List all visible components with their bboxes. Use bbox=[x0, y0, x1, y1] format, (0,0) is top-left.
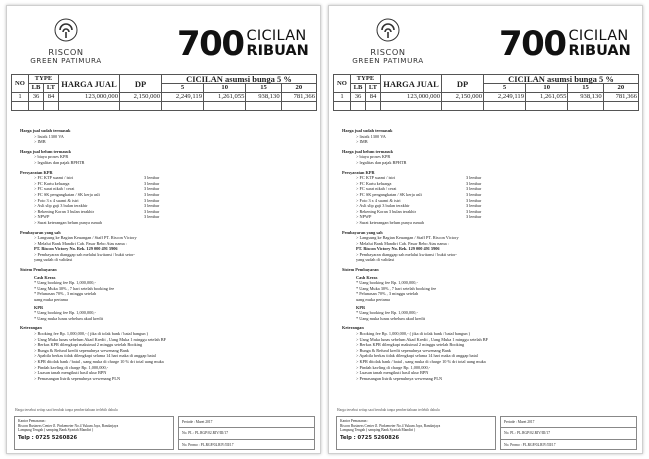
office-phone: Telp : 0725 5260826 bbox=[18, 434, 78, 441]
tenor-header: 5 bbox=[162, 84, 204, 93]
table-row-empty bbox=[334, 102, 639, 111]
riscon-logo-icon bbox=[376, 18, 400, 42]
list-item: > Pindah kavling di charge Rp. 1,000,000,- bbox=[356, 364, 431, 370]
col-lt-header: LT bbox=[44, 84, 59, 93]
cell-lb: 36 bbox=[29, 93, 44, 102]
logo bbox=[343, 18, 433, 70]
office-phone: Telp : 0725 5260826 bbox=[340, 434, 400, 441]
cell-dp: 2,150,000 bbox=[442, 93, 484, 102]
brochure-page-right bbox=[328, 5, 643, 454]
list-item: > IMB bbox=[34, 139, 46, 145]
col-harga-header: HARGA JUAL bbox=[59, 75, 120, 93]
promo-headline bbox=[177, 26, 309, 62]
list-item: > Berkas KPR dilengkapi maksimal 2 minggu setelah Booking bbox=[34, 342, 143, 348]
list-item: > Asli slip gaji 3 bulan terakhir 3 lembar bbox=[356, 203, 482, 209]
list-item: PT. Riscon Victory No. Rek. 129 000 491 5906 bbox=[34, 246, 118, 252]
col-dp-header: DP bbox=[120, 75, 162, 93]
list-item: > Melalui Bank Mandiri Cab. Pasar Rebo Atas nama : bbox=[356, 240, 449, 246]
list-item: > FC surat nikah / cerai 3 lembar bbox=[356, 186, 482, 192]
promo-word1: CICILAN bbox=[568, 28, 629, 44]
tenor-header: 20 bbox=[603, 84, 638, 93]
cell-c10: 1,261,055 bbox=[204, 93, 246, 102]
list-item: > FC SK pengangkatan / SK kerja asli 3 lembar bbox=[356, 191, 482, 197]
cell-harga: 123,000,000 bbox=[381, 93, 442, 102]
cell-lt: 84 bbox=[366, 93, 381, 102]
list-item: > Pemasangan listrik sepenuhnya wewenang PLN bbox=[356, 375, 443, 381]
list-item: > Rekening Koran 3 bulan terakhir 3 lembar bbox=[356, 208, 482, 214]
office-location: Lampung Tengah ( samping Bank Syariah Mandiri ) bbox=[18, 428, 94, 433]
list-item: * Pelunasan 70% , 3 minggu setelah bbox=[356, 291, 419, 297]
cell-no: 1 bbox=[334, 93, 351, 102]
list-item: > listrik 1300 VA bbox=[34, 133, 64, 139]
footer bbox=[14, 416, 315, 450]
section-title: Pembayaran yang sah bbox=[342, 229, 383, 235]
list-item: PT. Riscon Victory No. Rek. 129 000 491 5906 bbox=[356, 246, 440, 252]
document-codes bbox=[178, 416, 315, 450]
section-title: Pembayaran yang sah bbox=[20, 229, 61, 235]
list-item: > Luasan tanah mengikuti hasil ukur BPN bbox=[356, 370, 429, 376]
terms-body bbox=[20, 128, 310, 381]
col-lb-header: LB bbox=[29, 84, 44, 93]
tenor-header: 15 bbox=[568, 84, 603, 93]
table-row bbox=[334, 93, 639, 102]
cell-lb: 36 bbox=[351, 93, 366, 102]
cell-c5: 2,249,119 bbox=[484, 93, 526, 102]
cell-c15: 938,130 bbox=[246, 93, 281, 102]
col-cicilan-header: CICILAN asumsi bunga 5 % bbox=[162, 75, 317, 84]
tenor-header: 5 bbox=[484, 84, 526, 93]
periode: Periode : Maret 2017 bbox=[501, 417, 636, 428]
office-label: Kantor Pemasaran : bbox=[340, 419, 369, 423]
list-item: * Uang booking fee Rp. 1,000,000,- bbox=[356, 310, 418, 316]
subsection-title: Cash Keras bbox=[356, 274, 378, 280]
brand-line2: GREEN PATIMURA bbox=[352, 56, 424, 65]
col-dp-header: DP bbox=[442, 75, 484, 93]
office-info bbox=[336, 416, 496, 450]
col-cicilan-header: CICILAN asumsi bunga 5 % bbox=[484, 75, 639, 84]
section-title: Keterangan bbox=[20, 325, 42, 331]
list-item: > Uang Muka lunas sebelum Akad Kredit , Uang Muka 1 minggu setelah BF bbox=[356, 336, 489, 342]
list-item: > Pindah kavling di charge Rp. 1,000,000,- bbox=[34, 364, 109, 370]
brand-line2: GREEN PATIMURA bbox=[30, 56, 102, 65]
list-item: * Uang booking fee Rp. 1,000,000,- bbox=[356, 280, 418, 286]
list-item: * Uang muka lunas sebelum akad kredit bbox=[34, 315, 103, 321]
footer bbox=[336, 416, 637, 450]
list-item: * Uang booking fee Rp. 1,000,000,- bbox=[34, 280, 96, 286]
list-item: > FC SK pengangkatan / SK kerja asli 3 lembar bbox=[34, 191, 160, 197]
fine-print: Harga tersebut setiap saat berubah tanpa pemberitahuan terlebih dahulu bbox=[337, 408, 440, 412]
cell-c20: 781,366 bbox=[281, 93, 316, 102]
tenor-header: 10 bbox=[204, 84, 246, 93]
col-no-header: NO bbox=[12, 75, 29, 93]
list-item: yang sudah di validasi bbox=[34, 257, 73, 263]
pl-number: No. PL : PL.RGP/02.RIV/III/17 bbox=[179, 428, 314, 439]
list-item: > NPWP 3 lembar bbox=[356, 214, 482, 220]
list-item: > Pembayaran dianggap sah melalui kwitansi / bukti setor- bbox=[356, 251, 457, 257]
fine-print: Harga tersebut setiap saat berubah tanpa pemberitahuan terlebih dahulu bbox=[15, 408, 118, 412]
section-title: Harga jual sudah termasuk bbox=[20, 128, 71, 133]
col-type-header: TYPE bbox=[29, 75, 59, 84]
list-item: uang muka pertama bbox=[34, 297, 68, 303]
cell-lt: 84 bbox=[44, 93, 59, 102]
section-title: Persyaratan KPR bbox=[20, 169, 53, 175]
pl-number: No. PL : PL.RGP/02.RIV/III/17 bbox=[501, 428, 636, 439]
list-item: > Booking fee Rp. 1,000,000,- ( jika di tolak bank / batal bangun ) bbox=[34, 331, 149, 336]
list-item: > listrik 1300 VA bbox=[356, 133, 386, 139]
list-item: > Langsung ke Bagian Keuangan / Staff PT. Riscon Victory bbox=[34, 235, 137, 241]
list-item: > Asli slip gaji 3 bulan terakhir 3 lembar bbox=[34, 203, 160, 209]
list-item: * Uang booking fee Rp. 1,000,000,- bbox=[34, 310, 96, 316]
list-item: > Booking fee Rp. 1,000,000,- ( jika di tolak bank / batal bangun ) bbox=[356, 331, 471, 336]
office-info bbox=[14, 416, 174, 450]
terms-body bbox=[342, 128, 632, 381]
list-item: > FC KTP suami / istri 3 lembar bbox=[356, 175, 482, 181]
cell-no: 1 bbox=[12, 93, 29, 102]
promo-number-code: No. Promo : PL.RGP/02.RIV/III/17 bbox=[182, 442, 234, 447]
list-item: > legalitas dan pajak BPHTB bbox=[34, 159, 85, 165]
list-item: > Foto 3 x 4 suami & istri 3 lembar bbox=[356, 197, 482, 203]
list-item: > Pemasangan listrik sepenuhnya wewenang PLN bbox=[34, 375, 121, 381]
list-item: > Surat keterangan belum punya rumah bbox=[356, 219, 424, 225]
list-item: > Uang Muka lunas sebelum Akad Kredit , Uang Muka 1 minggu setelah BF bbox=[34, 336, 167, 342]
list-item: > Langsung ke Bagian Keuangan / Staff PT. Riscon Victory bbox=[356, 235, 459, 241]
riscon-logo-icon bbox=[54, 18, 78, 42]
cell-harga: 123,000,000 bbox=[59, 93, 120, 102]
list-item: * Uang muka lunas sebelum akad kredit bbox=[356, 315, 425, 321]
section-title: Sistem Pembayaran bbox=[20, 267, 57, 273]
list-item: > Melalui Bank Mandiri Cab. Pasar Rebo Atas nama : bbox=[34, 240, 127, 246]
list-item: uang muka pertama bbox=[356, 297, 390, 303]
list-item: > FC Kartu keluarga 3 lembar bbox=[356, 180, 482, 186]
subsection-title: KPR bbox=[34, 304, 44, 310]
cell-c20: 781,366 bbox=[603, 93, 638, 102]
document-codes bbox=[500, 416, 637, 450]
list-item: * Pelunasan 70% , 3 minggu setelah bbox=[34, 291, 97, 297]
list-item: > KPR ditolak bank / batal , uang muka di charge 10 % dri total uang muka bbox=[356, 358, 486, 364]
list-item: > Surat keterangan belum punya rumah bbox=[34, 219, 102, 225]
cell-c5: 2,249,119 bbox=[162, 93, 204, 102]
office-address: Riscon Business Center Jl. Pinkemeter No.4 Yukum Jaya, Bandarjaya bbox=[18, 423, 119, 428]
table-row-empty bbox=[12, 102, 317, 111]
office-location: Lampung Tengah ( samping Bank Syariah Mandiri ) bbox=[340, 428, 416, 433]
section-title: Harga jual sudah termasuk bbox=[342, 128, 393, 133]
list-item: > Pembayaran dianggap sah melalui kwitansi / bukti setor- bbox=[34, 251, 135, 257]
cell-dp: 2,150,000 bbox=[120, 93, 162, 102]
list-item: * Uang Muka 30% , 7 hari setelah booking fee bbox=[34, 285, 115, 291]
promo-word2: RIBUAN bbox=[568, 43, 631, 59]
list-item: > KPR ditolak bank / batal , uang muka di charge 10 % dri total uang muka bbox=[34, 358, 164, 364]
subsection-title: KPR bbox=[356, 304, 366, 310]
logo bbox=[21, 18, 111, 70]
cell-c15: 938,130 bbox=[568, 93, 603, 102]
section-title: Harga jual belum termasuk bbox=[20, 148, 71, 154]
col-harga-header: HARGA JUAL bbox=[381, 75, 442, 93]
list-item: > IMB bbox=[356, 139, 368, 145]
section-title: Harga jual belum termasuk bbox=[342, 148, 393, 154]
col-type-header: TYPE bbox=[351, 75, 381, 84]
section-title: Keterangan bbox=[342, 325, 364, 331]
list-item: > FC Kartu keluarga 3 lembar bbox=[34, 180, 160, 186]
office-label: Kantor Pemasaran : bbox=[18, 419, 47, 423]
promo-word1: CICILAN bbox=[246, 28, 307, 44]
tenor-header: 15 bbox=[246, 84, 281, 93]
list-item: yang sudah di validasi bbox=[356, 257, 395, 263]
periode: Periode : Maret 2017 bbox=[179, 417, 314, 428]
promo-number: 700 bbox=[177, 24, 244, 64]
list-item: * Uang Muka 30% , 7 hari setelah booking fee bbox=[356, 285, 437, 291]
tenor-header: 20 bbox=[281, 84, 316, 93]
list-item: > Bunga & Refund kredit sepenuhnya wewenang Bank bbox=[356, 347, 451, 353]
list-item: > Apabila berkas tidak dilengkapi selama 14 hari maka di anggap batal bbox=[356, 353, 478, 359]
promo-number: 700 bbox=[499, 24, 566, 64]
brand-line1: RISCON bbox=[48, 47, 84, 57]
brand-line1: RISCON bbox=[370, 47, 406, 57]
list-item: > Bunga & Refund kredit sepenuhnya wewenang Bank bbox=[34, 347, 129, 353]
subsection-title: Cash Keras bbox=[34, 274, 56, 280]
list-item: > NPWP 3 lembar bbox=[34, 214, 160, 220]
promo-word2: RIBUAN bbox=[246, 43, 309, 59]
list-item: > legalitas dan pajak BPHTB bbox=[356, 159, 407, 165]
col-lt-header: LT bbox=[366, 84, 381, 93]
list-item: > FC KTP suami / istri 3 lembar bbox=[34, 175, 160, 181]
table-row bbox=[12, 93, 317, 102]
cell-c10: 1,261,055 bbox=[526, 93, 568, 102]
section-title: Persyaratan KPR bbox=[342, 169, 375, 175]
promo-number-code: No. Promo : PL.RGP/02.RIV/III/17 bbox=[504, 442, 556, 447]
list-item: > biaya proses KPR bbox=[34, 154, 69, 160]
col-lb-header: LB bbox=[351, 84, 366, 93]
list-item: > Foto 3 x 4 suami & istri 3 lembar bbox=[34, 197, 160, 203]
price-table bbox=[333, 74, 639, 111]
tenor-header: 10 bbox=[526, 84, 568, 93]
list-item: > FC surat nikah / cerai 3 lembar bbox=[34, 186, 160, 192]
list-item: > Luasan tanah mengikuti hasil ukur BPN bbox=[34, 370, 107, 376]
office-address: Riscon Business Center Jl. Pinkemeter No.4 Yukum Jaya, Bandarjaya bbox=[340, 423, 441, 428]
promo-headline bbox=[499, 26, 631, 62]
list-item: > Berkas KPR dilengkapi maksimal 2 minggu setelah Booking bbox=[356, 342, 465, 348]
price-table bbox=[11, 74, 317, 111]
col-no-header: NO bbox=[334, 75, 351, 93]
list-item: > Rekening Koran 3 bulan terakhir 3 lembar bbox=[34, 208, 160, 214]
brochure-page-left bbox=[6, 5, 321, 454]
list-item: > biaya proses KPR bbox=[356, 154, 391, 160]
section-title: Sistem Pembayaran bbox=[342, 267, 379, 273]
list-item: > Apabila berkas tidak dilengkapi selama 14 hari maka di anggap batal bbox=[34, 353, 156, 359]
